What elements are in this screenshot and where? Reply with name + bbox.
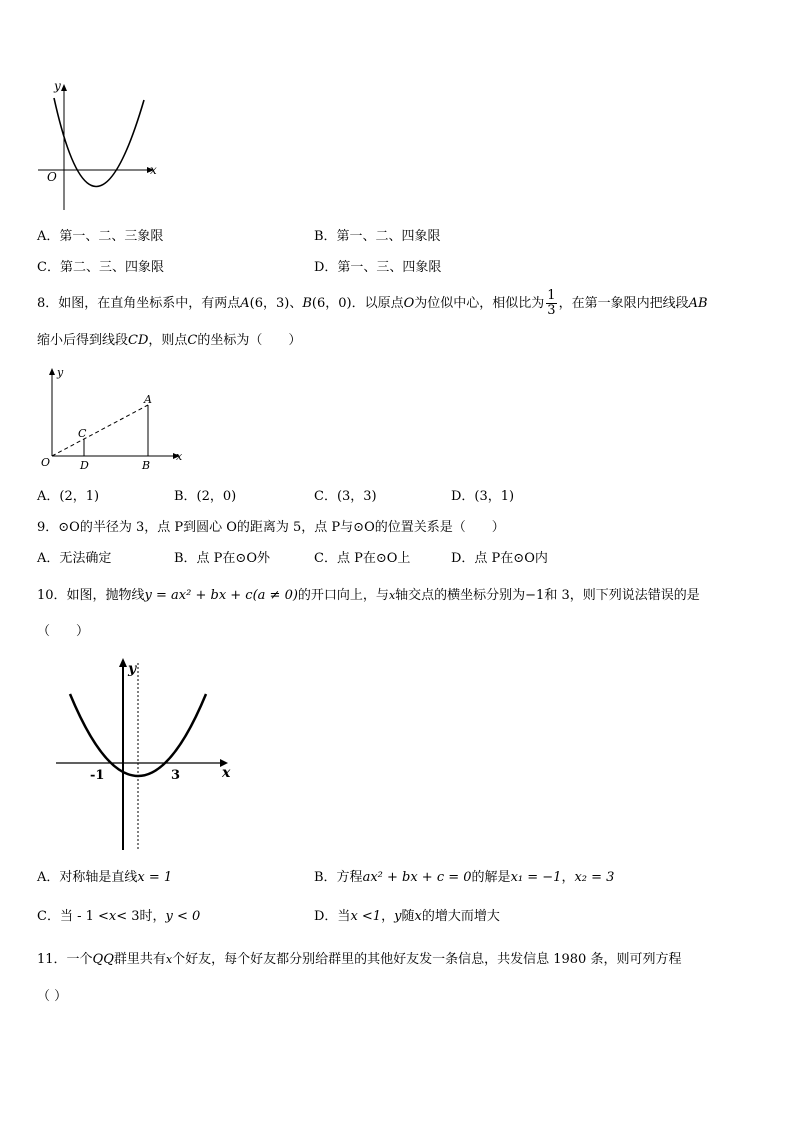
fig8-y-label: y [57, 366, 64, 379]
q8-option-d: D．(3，1) [451, 489, 515, 504]
q9-option-d: D．点 P在⊙O内 [451, 551, 548, 566]
q7-option-c: C．第二、三、四象限 [37, 260, 164, 275]
q10-parabola-figure [52, 655, 242, 855]
fig10-x-label: x [222, 765, 231, 781]
fig8-label-b: B [142, 459, 151, 472]
fig8-label-c: C [78, 427, 87, 440]
q9-option-b: B．点 P在⊙O外 [174, 551, 270, 566]
fig10-label-3: 3 [171, 768, 181, 783]
fig7-origin-label: O [47, 170, 57, 184]
fig8-dashed-oa [52, 405, 148, 456]
fig8-label-a: A [144, 393, 152, 406]
q10-option-a: A．对称轴是直线x = 1 [37, 870, 173, 885]
q10-stem-line1: 10．如图，抛物线y = ax² + bx + c(a ≠ 0)的开口向上，与x轴交点的横坐标分别为−1和 3，则下列说法错误的是 [37, 588, 700, 603]
q9-stem: 9．⊙O的半径为 3，点 P到圆心 O的距离为 5，点 P与⊙O的位置关系是（ ） [37, 520, 505, 535]
fig7-y-label: y [54, 79, 61, 93]
fig7-x-label: x [150, 163, 157, 177]
q7-option-a: A．第一、二、三象限 [37, 229, 164, 244]
fig10-y-label: y [128, 661, 137, 677]
q10-option-c: C．当 - 1 <x< 3时，y < 0 [37, 909, 201, 924]
fig7-parabola [54, 98, 144, 187]
q7-parabola-figure [30, 78, 170, 218]
q9-option-c: C．点 P在⊙O上 [314, 551, 411, 566]
fig8-label-o: O [41, 456, 51, 469]
q8-option-c: C．(3，3) [314, 489, 377, 504]
q7-option-b: B．第一、二、四象限 [314, 229, 441, 244]
fig10-label-minus1: -1 [90, 768, 105, 783]
fig8-y-arrow [49, 368, 55, 375]
q8-similar-figure [32, 362, 192, 474]
q8-option-b: B．(2，0) [174, 489, 237, 504]
fig8-x-label: x [176, 450, 183, 463]
fig10-y-arrow [119, 658, 127, 667]
q9-option-a: A．无法确定 [37, 551, 112, 566]
q10-option-d: D．当x <1，y随x的增大而增大 [314, 909, 500, 924]
q8-ratio-fraction: $\frac{1}{3}$ [547, 288, 556, 318]
q10-option-b: B．方程ax² + bx + c = 0的解是x₁ = −1，x₂ = 3 [314, 870, 615, 885]
q7-option-d: D．第一、三、四象限 [314, 260, 442, 275]
q11-stem-line2: （ ） [37, 989, 68, 1004]
q10-stem-line2: （ ） [37, 624, 90, 639]
fig7-y-arrow [61, 84, 67, 91]
q8-option-a: A．(2，1) [37, 489, 100, 504]
fig8-label-d: D [80, 459, 89, 472]
q11-stem-line1: 11．一个QQ群里共有x个好友，每个好友都分别给群里的其他好友发一条信息，共发信息 1980 条，则可列方程 [37, 952, 682, 967]
q8-stem-line2: 缩小后得到线段CD，则点C的坐标为（ ） [37, 333, 302, 348]
q8-stem-line1: 8．如图，在直角坐标系中，有两点A(6，3)、B(6，0)．以原点O为位似中心，相似比为 $\frac{1}{3}$ ，在第一象限内把线段AB [37, 288, 708, 318]
